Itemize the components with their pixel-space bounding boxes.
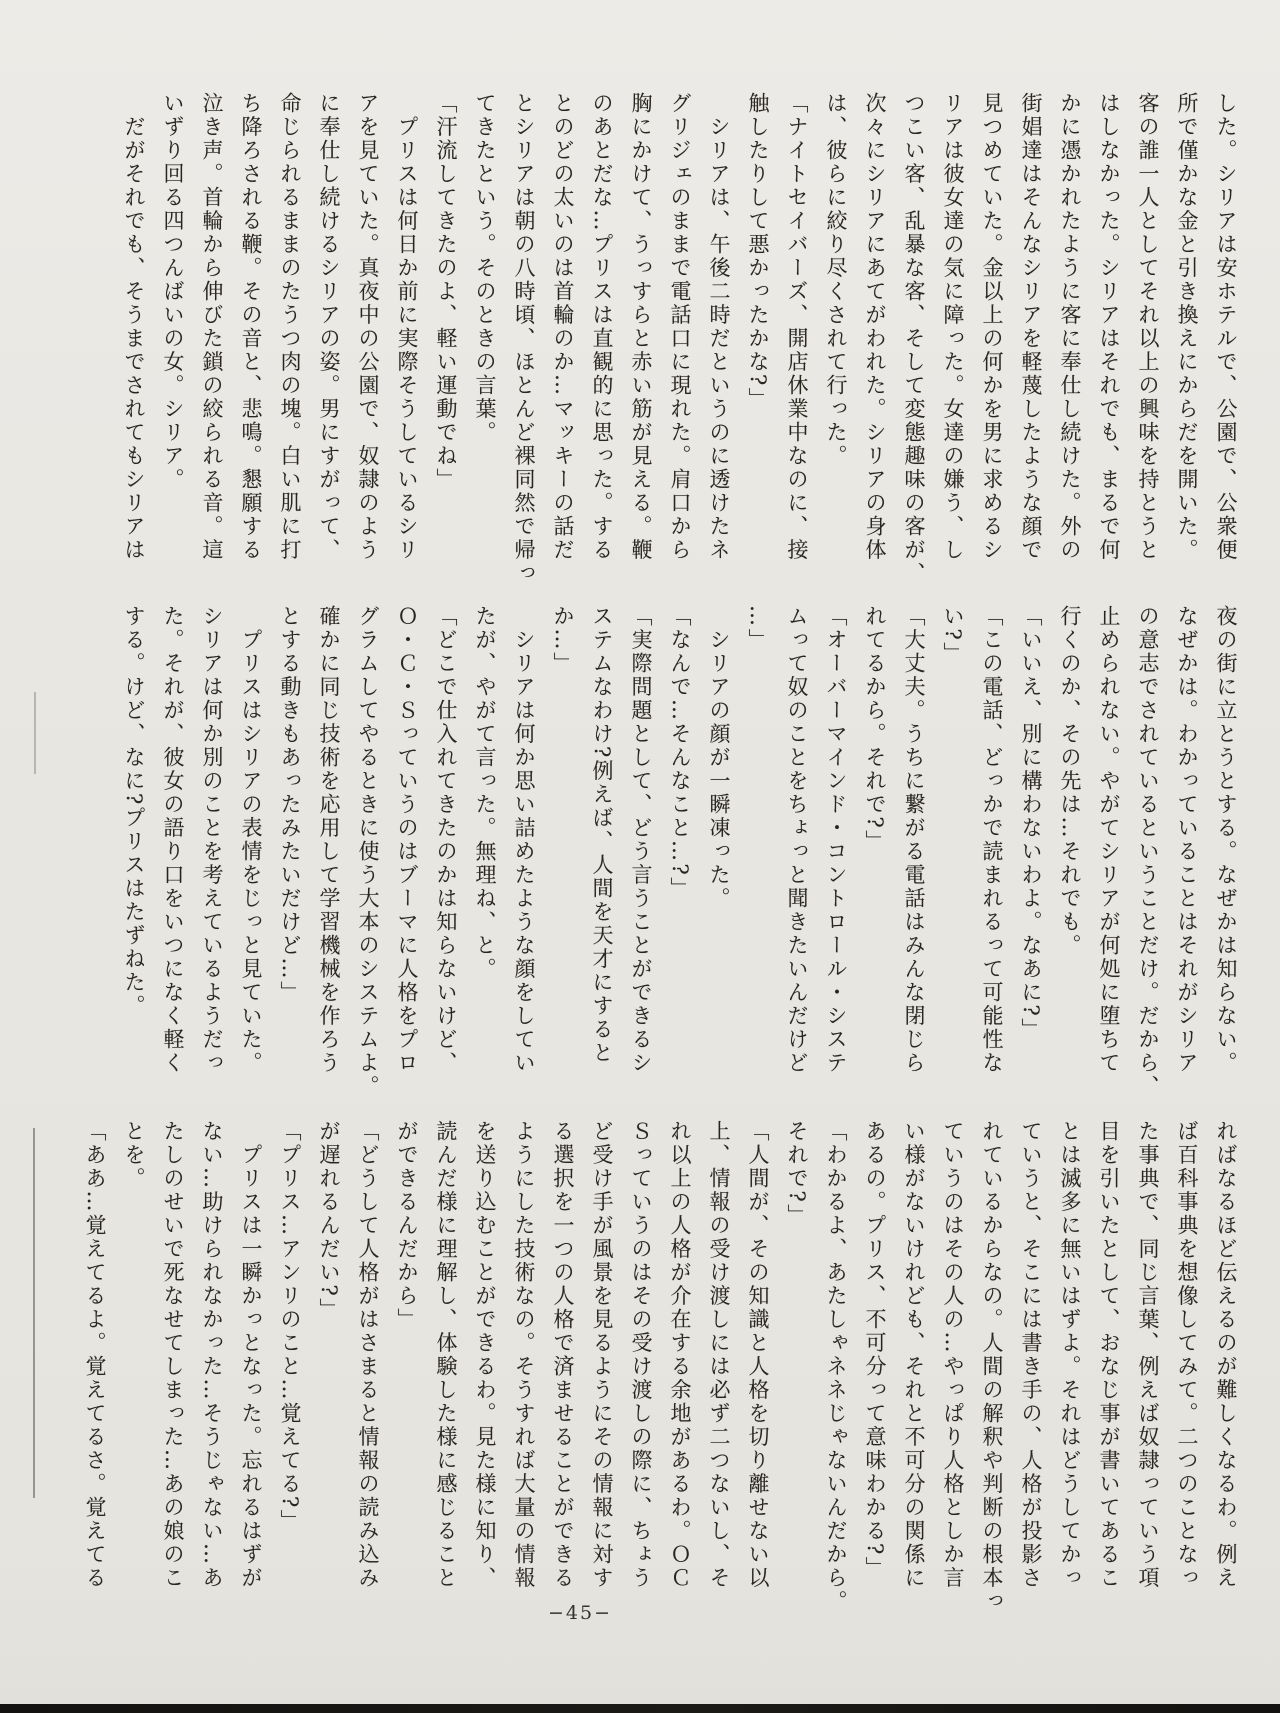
text-column: の意志でされているということだけ。だから、 xyxy=(1136,605,1160,1099)
text-column: 「いいえ、別に構わないわよ。なあに?」 xyxy=(1019,605,1043,1042)
text-column: アを見ていた。真夜中の公園で、奴隷のよう xyxy=(356,92,380,562)
text-band-middle xyxy=(114,605,1245,1099)
text-column: 「大丈夫。うちに繋がる電話はみんな閉じら xyxy=(902,605,926,1075)
text-column: いずり回る四つんばいの女。シリア。 xyxy=(161,92,185,492)
text-column: 「人間が、その知識と人格を切り離せない以 xyxy=(746,1120,770,1590)
text-column: とは滅多に無いはずよ。それはどうしてかっ xyxy=(1058,1120,1082,1590)
text-column: 「実際問題として、どう言うことができるシ xyxy=(629,605,653,1075)
text-column: 触したりして悪かったかな?」 xyxy=(746,92,770,412)
text-column: 「この電話、どっかで読まれるって可能性な xyxy=(980,605,1004,1075)
text-column: 「汗流してきたのよ、軽い運動でね」 xyxy=(434,92,458,492)
text-column: つこい客、乱暴な客、そして変態趣味の客が、 xyxy=(902,92,926,586)
text-column: ていうのはその人の…やっぱり人格としか言 xyxy=(941,1120,965,1590)
text-column: 命じられるままのたうつ肉の塊。白い肌に打 xyxy=(278,92,302,562)
text-column: 目を引いたとして、おなじ事が書いてあるこ xyxy=(1097,1120,1121,1590)
text-column: に奉仕し続けるシリアの姿。男にすがって、 xyxy=(317,92,341,562)
text-column: かに憑かれたように客に奉仕し続けた。外の xyxy=(1058,92,1082,562)
text-column: は、彼らに絞り尽くされて行った。 xyxy=(824,92,848,468)
text-column: 止められない。やがてシリアが何処に堕ちて xyxy=(1097,605,1121,1075)
text-column: 「ナイトセイバーズ、開店休業中なのに、接 xyxy=(785,92,809,562)
text-column: 泣き声。首輪から伸びた鎖の絞られる音。這 xyxy=(200,92,224,562)
text-column: 見つめていた。金以上の何かを男に求めるシ xyxy=(980,92,1004,562)
text-column: てきたという。そのときの言葉。 xyxy=(473,92,497,445)
text-column: 次々にシリアにあてがわれた。シリアの身体 xyxy=(863,92,887,562)
text-column: る選択を一つの人格で済ませることができる xyxy=(551,1120,575,1590)
text-column: する。けど、なに?プリスはたずねた。 xyxy=(122,605,146,1019)
text-column: ステムなわけ?例えば、人間を天才にすると xyxy=(590,605,614,1066)
text-column: グラムしてやるときに使う大本のシステムよ。 xyxy=(356,605,380,1099)
text-column: ようにした技術なの。そうすれば大量の情報 xyxy=(512,1120,536,1590)
text-column: い?」 xyxy=(941,605,965,666)
text-column: れてるから。それで?」 xyxy=(863,605,887,854)
text-column: のあとだな…プリスは直観的に思った。する xyxy=(590,92,614,562)
text-column: ムって奴のことをちょっと聞きたいんだけど xyxy=(785,605,809,1075)
text-column: …」 xyxy=(746,605,770,652)
text-column: ない…助けられなかった…そうじゃない…あ xyxy=(200,1120,224,1590)
text-column: シリアは、午後二時だというのに透けたネ xyxy=(707,92,731,562)
text-column: 確かに同じ技術を応用して学習機械を作ろう xyxy=(317,605,341,1075)
text-column: あるの。プリス、不可分って意味わかる?」 xyxy=(863,1120,887,1581)
text-column: 上、情報の受け渡しには必ず二つないし、そ xyxy=(707,1120,731,1590)
text-band-top xyxy=(114,92,1245,586)
text-column: プリスは何日か前に実際そうしているシリ xyxy=(395,92,419,562)
text-column: シリアは何か思い詰めたような顔をしてい xyxy=(512,605,536,1075)
text-column: プリスはシリアの表情をじっと見ていた。 xyxy=(239,605,263,1075)
text-column: れ以上の人格が介在する余地があるわ。ＯＣ xyxy=(668,1120,692,1590)
text-column: 行くのか、その先は…それでも。 xyxy=(1058,605,1082,958)
text-column: 「ああ…覚えてるよ。覚えてるさ。覚えてる xyxy=(83,1120,107,1590)
text-column: 「プリス…アンリのこと…覚えてる?」 xyxy=(278,1120,302,1534)
text-column: ち降ろされる鞭。その音と、悲鳴。懇願する xyxy=(239,92,263,562)
page-number: −45− xyxy=(547,1602,613,1624)
text-column: とシリアは朝の八時頃、ほとんど裸同然で帰っ xyxy=(512,92,536,586)
text-column: た事典で、同じ言葉、例えば奴隷っていう項 xyxy=(1136,1120,1160,1590)
text-column: 「オーバーマインド・コントロール・システ xyxy=(824,605,848,1075)
text-column: シリアは何か別のことを考えているようだっ xyxy=(200,605,224,1075)
text-column: ど受け手が風景を見るようにその情報に対す xyxy=(590,1120,614,1590)
text-column: とする動きもあったみたいだけど…」 xyxy=(278,605,302,1005)
text-column: 「どうして人格がはさまると情報の読み込み xyxy=(356,1120,380,1590)
text-column: が遅れるんだい?」 xyxy=(317,1120,341,1322)
scan-artifact-left-edge xyxy=(33,1128,35,1498)
text-column: か…」 xyxy=(551,605,575,676)
text-column: リアは彼女達の気に障った。女達の嫌う、し xyxy=(941,92,965,562)
text-column: はしなかった。シリアはそれでも、まるで何 xyxy=(1097,92,1121,562)
text-column: 街娼達はそんなシリアを軽蔑したような顔で xyxy=(1019,92,1043,562)
text-column: グリジェのままで電話口に現れた。肩口から xyxy=(668,92,692,562)
scan-artifact-left-edge xyxy=(34,692,36,774)
text-column: れているからなの。人間の解釈や判断の根本っ xyxy=(980,1120,1004,1614)
text-column: なぜかは。わかっていることはそれがシリア xyxy=(1175,605,1199,1075)
text-column: Ｏ・Ｃ・Ｓっていうのはブーマに人格をプロ xyxy=(395,605,419,1075)
text-column: シリアの顔が一瞬凍った。 xyxy=(707,605,731,911)
text-column: た。それが、彼女の語り口をいつになく軽く xyxy=(161,605,185,1075)
text-column: 「わかるよ、あたしゃネネじゃないんだから。 xyxy=(824,1120,848,1614)
text-column: たしのせいで死なせてしまった…あの娘のこ xyxy=(161,1120,185,1590)
text-column: 所で僅かな金と引き換えにからだを開いた。 xyxy=(1175,92,1199,562)
text-column: だがそれでも、そうまでされてもシリアは xyxy=(122,92,146,562)
text-column: プリスは一瞬かっとなった。忘れるはずが xyxy=(239,1120,263,1590)
text-column: 読んだ様に理解し、体験した様に感じること xyxy=(434,1120,458,1590)
text-column: 客の誰一人としてそれ以上の興味を持とうと xyxy=(1136,92,1160,562)
text-column: 胸にかけて、うっすらと赤い筋が見える。鞭 xyxy=(629,92,653,562)
text-column: を送り込むことができるわ。見た様に知り、 xyxy=(473,1120,497,1590)
text-column: した。シリアは安ホテルで、公園で、公衆便 xyxy=(1214,92,1238,562)
text-column: ていうと、そこには書き手の、人格が投影さ xyxy=(1019,1120,1043,1590)
text-column: ば百科事典を想像してみて。二つのことなっ xyxy=(1175,1120,1199,1590)
text-column: 「なんで…そんなこと…?」 xyxy=(668,605,692,901)
text-column: Ｓっていうのはその受け渡しの際に、ちょう xyxy=(629,1120,653,1590)
text-column: ればなるほど伝えるのが難しくなるわ。例え xyxy=(1214,1120,1238,1590)
text-column: それで?」 xyxy=(785,1120,809,1228)
scan-edge-shadow xyxy=(0,1704,1280,1713)
text-column: たが、やがて言った。無理ね、と。 xyxy=(473,605,497,981)
text-column: 「どこで仕入れてきたのかは知らないけど、 xyxy=(434,605,458,1075)
text-column: とのどの太いのは首輪のか…マッキーの話だ xyxy=(551,92,575,562)
text-column: とを。 xyxy=(122,1120,146,1191)
text-column: 夜の街に立とうとする。なぜかは知らない。 xyxy=(1214,605,1238,1075)
text-column: ができるんだから」 xyxy=(395,1120,419,1332)
text-column: い様がないけれども、それと不可分の関係に xyxy=(902,1120,926,1590)
